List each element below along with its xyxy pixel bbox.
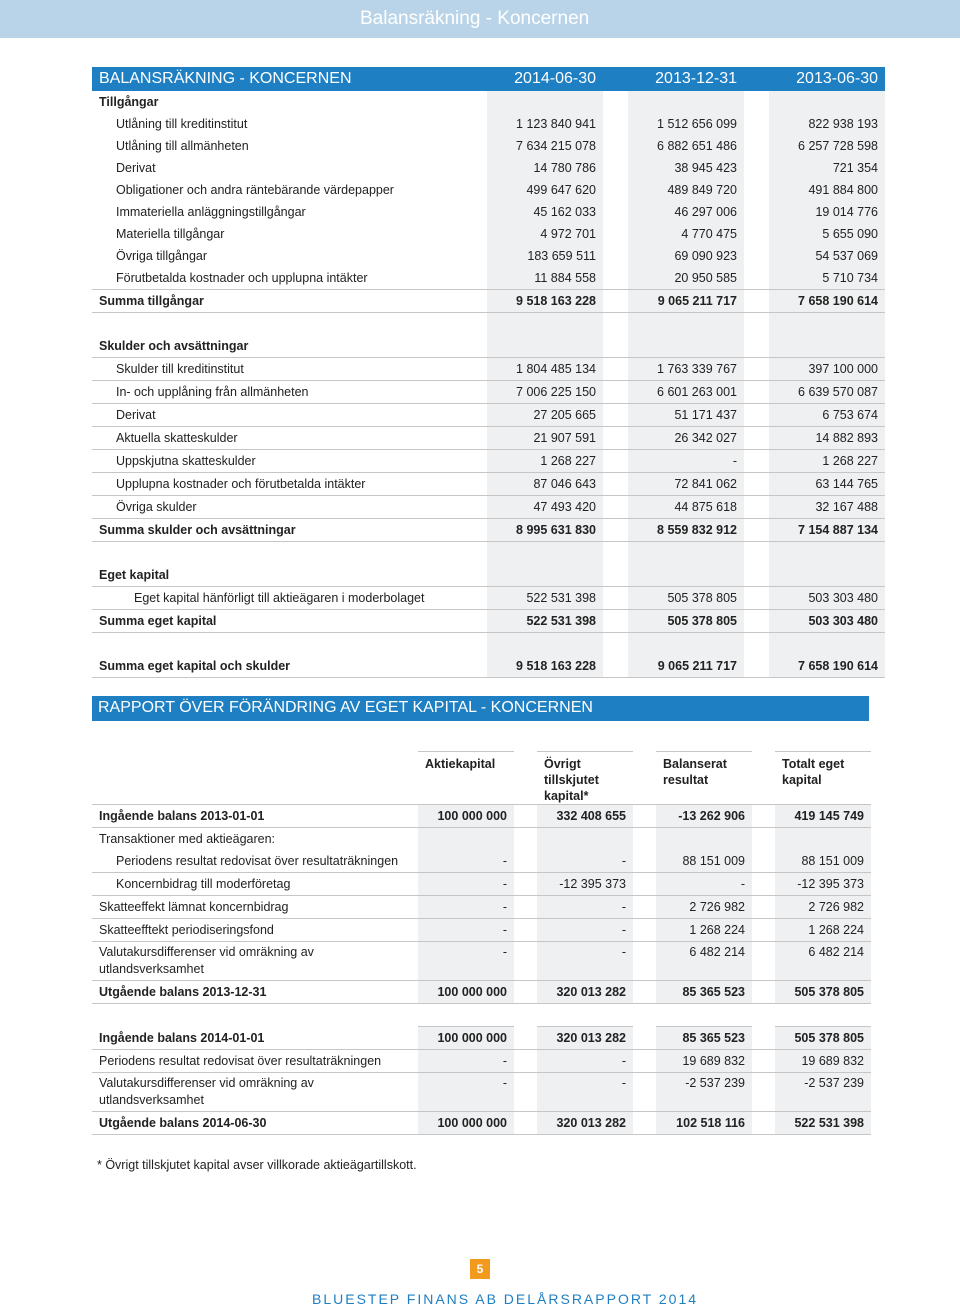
row-value bbox=[769, 633, 885, 656]
row-value bbox=[628, 335, 744, 358]
row-value: 7 658 190 614 bbox=[769, 655, 885, 678]
row-value: - bbox=[418, 1050, 514, 1073]
row-value: - bbox=[418, 896, 514, 919]
table-row bbox=[92, 587, 885, 610]
row-value: 505 378 805 bbox=[628, 610, 744, 633]
row-value: - bbox=[537, 942, 633, 981]
row-value: 69 090 923 bbox=[628, 245, 744, 267]
row-value: -13 262 906 bbox=[656, 805, 752, 828]
row-label: Aktuella skatteskulder bbox=[92, 427, 462, 450]
row-value: 8 559 832 912 bbox=[628, 519, 744, 542]
row-value: 44 875 618 bbox=[628, 496, 744, 519]
row-value: -12 395 373 bbox=[537, 873, 633, 896]
table-row bbox=[92, 981, 871, 1004]
row-value: 27 205 665 bbox=[487, 404, 603, 427]
table-row bbox=[92, 873, 871, 896]
spacer-row bbox=[92, 1004, 871, 1027]
equity-title bbox=[92, 564, 885, 587]
row-label: Summa eget kapital bbox=[92, 610, 462, 633]
row-value: 7 006 225 150 bbox=[487, 381, 603, 404]
row-value: - bbox=[537, 1050, 633, 1073]
table-row bbox=[92, 450, 885, 473]
row-label: Periodens resultat redovisat över resultaträkningen bbox=[92, 850, 414, 873]
row-value bbox=[537, 1004, 633, 1027]
row-value: 491 884 800 bbox=[769, 179, 885, 201]
row-value: 5 655 090 bbox=[769, 223, 885, 245]
row-value: 7 634 215 078 bbox=[487, 135, 603, 157]
row-label: Ingående balans 2013-01-01 bbox=[92, 805, 414, 828]
row-label: In- och upplåning från allmänheten bbox=[92, 381, 462, 404]
table-row bbox=[92, 805, 871, 828]
row-value: 2013-12-31 bbox=[628, 67, 744, 91]
table-row bbox=[92, 473, 885, 496]
row-value: 505 378 805 bbox=[628, 587, 744, 610]
row-value: 47 493 420 bbox=[487, 496, 603, 519]
row-value: 1 268 227 bbox=[769, 450, 885, 473]
row-value: 822 938 193 bbox=[769, 113, 885, 135]
row-label: Periodens resultat redovisat över resultaträkningen bbox=[92, 1050, 414, 1073]
row-value bbox=[628, 633, 744, 656]
row-value: 88 151 009 bbox=[656, 850, 752, 873]
row-value: 6 639 570 087 bbox=[769, 381, 885, 404]
table-row bbox=[92, 1112, 871, 1135]
row-value: 320 013 282 bbox=[537, 981, 633, 1004]
row-value: - bbox=[418, 942, 514, 981]
table-row bbox=[92, 896, 871, 919]
page-number: 5 bbox=[470, 1259, 490, 1279]
row-value: 9 065 211 717 bbox=[628, 290, 744, 313]
row-value: 183 659 511 bbox=[487, 245, 603, 267]
page-title-bar bbox=[0, 0, 960, 38]
row-value: 20 950 585 bbox=[628, 267, 744, 290]
page-title: Balansräkning - Koncernen bbox=[360, 8, 590, 29]
row-value: 46 297 006 bbox=[628, 201, 744, 223]
row-value: 499 647 620 bbox=[487, 179, 603, 201]
row-value: 9 518 163 228 bbox=[487, 655, 603, 678]
row-value: 1 268 224 bbox=[656, 919, 752, 942]
row-value: 522 531 398 bbox=[487, 587, 603, 610]
row-label: Uppskjutna skatteskulder bbox=[92, 450, 462, 473]
row-value: 5 710 734 bbox=[769, 267, 885, 290]
row-value: 505 378 805 bbox=[775, 981, 871, 1004]
row-value: 503 303 480 bbox=[769, 587, 885, 610]
row-value: 100 000 000 bbox=[418, 1112, 514, 1135]
row-value: - bbox=[418, 1073, 514, 1112]
table-row bbox=[92, 404, 885, 427]
row-value: 6 882 651 486 bbox=[628, 135, 744, 157]
table-row bbox=[92, 113, 885, 135]
spacer-row bbox=[92, 633, 885, 656]
row-label: Immateriella anläggningstillgångar bbox=[116, 205, 306, 219]
row-value: 503 303 480 bbox=[769, 610, 885, 633]
table-row bbox=[92, 427, 885, 450]
row-value: 2013-06-30 bbox=[769, 67, 885, 91]
row-value: 7 658 190 614 bbox=[769, 290, 885, 313]
equity-total-row bbox=[92, 610, 885, 633]
row-label: Summa skulder och avsättningar bbox=[92, 519, 462, 542]
row-value: 6 482 214 bbox=[775, 942, 871, 981]
spacer-row bbox=[92, 313, 885, 336]
table-row bbox=[92, 201, 885, 223]
row-label: Utgående balans 2014-06-30 bbox=[92, 1112, 414, 1135]
row-value: 332 408 655 bbox=[537, 805, 633, 828]
row-value bbox=[775, 1004, 871, 1027]
row-value: 6 601 263 001 bbox=[628, 381, 744, 404]
spacer-row bbox=[92, 542, 885, 565]
row-label: Skulder till kreditinstitut bbox=[92, 358, 462, 381]
row-label: Ingående balans 2014-01-01 bbox=[92, 1027, 414, 1050]
row-value: 1 512 656 099 bbox=[628, 113, 744, 135]
row-value: 72 841 062 bbox=[628, 473, 744, 496]
balance-sheet-table bbox=[92, 67, 885, 678]
row-value: 320 013 282 bbox=[537, 1112, 633, 1135]
row-label: Valutakursdifferenser vid omräkning av utlandsverksamhet bbox=[92, 1073, 414, 1112]
row-label bbox=[92, 633, 462, 656]
row-value: - bbox=[537, 919, 633, 942]
row-label: Materiella tillgångar bbox=[116, 227, 225, 241]
row-label bbox=[92, 752, 414, 805]
row-value bbox=[487, 91, 603, 113]
row-value: Övrigt tillskjutet kapital* bbox=[537, 752, 633, 805]
grand-total-row bbox=[92, 655, 885, 678]
table-row bbox=[92, 1050, 871, 1073]
row-value: 38 945 423 bbox=[628, 157, 744, 179]
row-value bbox=[628, 91, 744, 113]
liabilities-title-label: Skulder och avsättningar bbox=[92, 335, 462, 358]
row-value: 419 145 749 bbox=[775, 805, 871, 828]
row-value: 8 995 631 830 bbox=[487, 519, 603, 542]
row-value: -2 537 239 bbox=[775, 1073, 871, 1112]
row-value: - bbox=[537, 896, 633, 919]
row-value: 100 000 000 bbox=[418, 981, 514, 1004]
row-label: Valutakursdifferenser vid omräkning av utlandsverksamhet bbox=[92, 942, 414, 981]
row-value: Aktiekapital bbox=[418, 752, 514, 805]
row-value: - bbox=[537, 1073, 633, 1112]
row-value: 397 100 000 bbox=[769, 358, 885, 381]
row-label bbox=[92, 1004, 414, 1027]
row-value: - bbox=[628, 450, 744, 473]
table-row bbox=[92, 135, 885, 157]
row-value: 489 849 720 bbox=[628, 179, 744, 201]
table-row bbox=[92, 179, 885, 201]
row-value: 87 046 643 bbox=[487, 473, 603, 496]
row-value bbox=[628, 313, 744, 336]
row-label: Skatteeffekt lämnat koncernbidrag bbox=[92, 896, 414, 919]
footnote: * Övrigt tillskjutet kapital avser villkorade aktieägartillskott. bbox=[97, 1158, 417, 1172]
liabilities-title bbox=[92, 335, 885, 358]
row-value: 505 378 805 bbox=[775, 1027, 871, 1050]
table-row bbox=[92, 245, 885, 267]
row-value: -12 395 373 bbox=[775, 873, 871, 896]
row-value bbox=[537, 828, 633, 851]
row-label: Obligationer och andra räntebärande värdepapper bbox=[116, 183, 394, 197]
row-label: Utlåning till kreditinstitut bbox=[116, 117, 248, 131]
row-value: 1 804 485 134 bbox=[487, 358, 603, 381]
table-row bbox=[92, 1027, 871, 1050]
equity-change-table bbox=[92, 751, 871, 1135]
row-label: Skatteefftekt periodiseringsfond bbox=[92, 919, 414, 942]
row-label: Koncernbidrag till moderföretag bbox=[92, 873, 414, 896]
row-label: Övriga skulder bbox=[92, 496, 462, 519]
row-value bbox=[487, 564, 603, 587]
row-label bbox=[92, 313, 462, 336]
row-value: 14 882 893 bbox=[769, 427, 885, 450]
assets-title-label: Tillgångar bbox=[99, 95, 159, 109]
table-row bbox=[92, 223, 885, 245]
row-value: 7 154 887 134 bbox=[769, 519, 885, 542]
table-row bbox=[92, 267, 885, 290]
row-value: - bbox=[418, 873, 514, 896]
row-value: 11 884 558 bbox=[487, 267, 603, 290]
row-value: 721 354 bbox=[769, 157, 885, 179]
row-label: Transaktioner med aktieägaren: bbox=[99, 832, 276, 846]
row-value: 9 518 163 228 bbox=[487, 290, 603, 313]
row-value: 6 753 674 bbox=[769, 404, 885, 427]
row-value: 6 482 214 bbox=[656, 942, 752, 981]
row-value: - bbox=[418, 919, 514, 942]
row-value: Totalt eget kapital bbox=[775, 752, 871, 805]
row-value bbox=[769, 564, 885, 587]
row-value: 19 689 832 bbox=[656, 1050, 752, 1073]
row-value: 522 531 398 bbox=[775, 1112, 871, 1135]
row-value bbox=[628, 564, 744, 587]
row-value bbox=[769, 542, 885, 565]
row-label: BALANSRÄKNING - KONCERNEN bbox=[92, 67, 462, 91]
row-value: 100 000 000 bbox=[418, 805, 514, 828]
table-row bbox=[92, 942, 871, 981]
row-value: 1 268 224 bbox=[775, 919, 871, 942]
row-value: 1 268 227 bbox=[487, 450, 603, 473]
row-label: Eget kapital hänförligt till aktieägaren i moderbolaget bbox=[92, 587, 462, 610]
row-value bbox=[418, 828, 514, 851]
row-value: 2 726 982 bbox=[656, 896, 752, 919]
table-row bbox=[92, 919, 871, 942]
row-value: - bbox=[537, 850, 633, 873]
row-value bbox=[487, 335, 603, 358]
assets-title bbox=[92, 91, 885, 113]
row-label: Summa eget kapital och skulder bbox=[92, 655, 462, 678]
row-value: 51 171 437 bbox=[628, 404, 744, 427]
balance-sheet-header bbox=[92, 67, 885, 91]
row-value bbox=[487, 633, 603, 656]
row-label: Derivat bbox=[116, 161, 156, 175]
row-label bbox=[92, 542, 462, 565]
row-value: 4 770 475 bbox=[628, 223, 744, 245]
row-value: 85 365 523 bbox=[656, 981, 752, 1004]
row-value: - bbox=[656, 873, 752, 896]
row-value bbox=[769, 335, 885, 358]
footer-brand: BLUESTEP FINANS AB DELÅRSRAPPORT 2014 bbox=[312, 1291, 699, 1307]
report-title-bar bbox=[92, 696, 869, 721]
row-value bbox=[769, 313, 885, 336]
row-label: Förutbetalda kostnader och upplupna intäkter bbox=[92, 267, 462, 290]
row-value bbox=[487, 313, 603, 336]
table-row bbox=[92, 358, 885, 381]
row-value: 6 257 728 598 bbox=[769, 135, 885, 157]
row-value: -2 537 239 bbox=[656, 1073, 752, 1112]
row-value: 4 972 701 bbox=[487, 223, 603, 245]
row-value: 1 763 339 767 bbox=[628, 358, 744, 381]
table-row bbox=[92, 850, 871, 873]
liabilities-total-row bbox=[92, 519, 885, 542]
row-value: 85 365 523 bbox=[656, 1027, 752, 1050]
row-value bbox=[656, 1004, 752, 1027]
table-row bbox=[92, 1073, 871, 1112]
row-value bbox=[487, 542, 603, 565]
row-value: 19 689 832 bbox=[775, 1050, 871, 1073]
row-label: Övriga tillgångar bbox=[116, 249, 208, 263]
row-value: 26 342 027 bbox=[628, 427, 744, 450]
row-value: 9 065 211 717 bbox=[628, 655, 744, 678]
row-value: 320 013 282 bbox=[537, 1027, 633, 1050]
row-value: 88 151 009 bbox=[775, 850, 871, 873]
table-row bbox=[92, 157, 885, 179]
row-label: Derivat bbox=[92, 404, 462, 427]
equity-title-label: Eget kapital bbox=[92, 564, 462, 587]
row-label: Utlåning till allmänheten bbox=[116, 139, 249, 153]
equity-header-row bbox=[92, 752, 871, 805]
row-value: 522 531 398 bbox=[487, 610, 603, 633]
row-value: 100 000 000 bbox=[418, 1027, 514, 1050]
row-value bbox=[628, 542, 744, 565]
table-row bbox=[92, 828, 871, 851]
row-value: 54 537 069 bbox=[769, 245, 885, 267]
row-value: Balanserat resultat bbox=[656, 752, 752, 805]
row-value: 63 144 765 bbox=[769, 473, 885, 496]
row-value: 14 780 786 bbox=[487, 157, 603, 179]
row-value bbox=[775, 828, 871, 851]
row-value bbox=[418, 1004, 514, 1027]
table-row bbox=[92, 496, 885, 519]
table-row bbox=[92, 381, 885, 404]
row-value: 2014-06-30 bbox=[487, 67, 603, 91]
row-value bbox=[656, 828, 752, 851]
row-label: Upplupna kostnader och förutbetalda intäkter bbox=[92, 473, 462, 496]
row-value: 21 907 591 bbox=[487, 427, 603, 450]
row-label: Utgående balans 2013-12-31 bbox=[92, 981, 414, 1004]
row-label: Summa tillgångar bbox=[92, 290, 462, 313]
row-value: 45 162 033 bbox=[487, 201, 603, 223]
assets-total-row bbox=[92, 290, 885, 313]
row-value bbox=[769, 91, 885, 113]
row-value: 19 014 776 bbox=[769, 201, 885, 223]
row-value: 1 123 840 941 bbox=[487, 113, 603, 135]
row-value: 102 518 116 bbox=[656, 1112, 752, 1135]
row-value: 32 167 488 bbox=[769, 496, 885, 519]
row-value: 2 726 982 bbox=[775, 896, 871, 919]
report-title: RAPPORT ÖVER FÖRÄNDRING AV EGET KAPITAL - KONCERNEN bbox=[98, 699, 593, 716]
row-value: - bbox=[418, 850, 514, 873]
